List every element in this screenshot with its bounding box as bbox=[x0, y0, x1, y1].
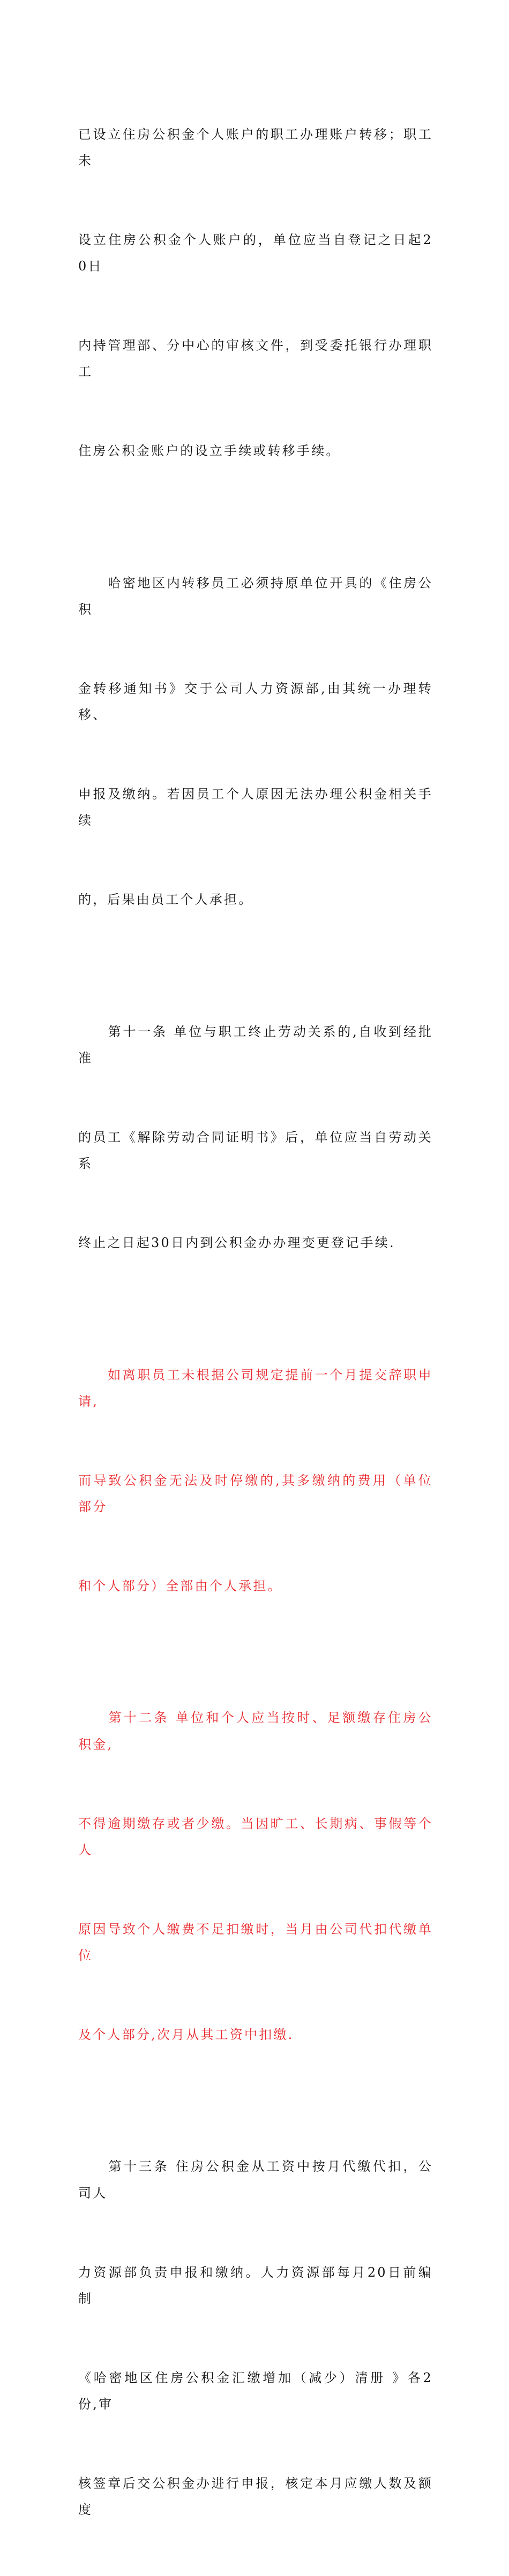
text-line: 的，后果由员工个人承担。 bbox=[78, 892, 253, 908]
text-line: 哈密地区内转移员工必须持原单位开具的《住房公积 bbox=[78, 575, 433, 617]
text-line: 力资源部负责申报和缴纳。人力资源部每月20日前编制 bbox=[78, 2264, 433, 2306]
paragraph-article-12 bbox=[78, 1652, 433, 2101]
document-body bbox=[78, 69, 433, 2576]
text-line: 原因导致个人缴费不足扣缴时，当月由公司代扣代缴单位 bbox=[78, 1921, 433, 1963]
paragraph-resignation-note bbox=[78, 1309, 433, 1652]
text-line: 第十一条 单位与职工终止劳动关系的,自收到经批准 bbox=[78, 1024, 433, 1066]
text-line: 第十二条 单位和个人应当按时、足额缴存住房公积金, bbox=[78, 1710, 433, 1752]
text-line: 设立住房公积金个人账户的，单位应当自登记之日起20日 bbox=[78, 232, 433, 274]
paragraph-account-transfer bbox=[78, 69, 433, 517]
text-line: 核签章后交公积金办进行申报，核定本月应缴人数及额度 bbox=[78, 2476, 433, 2518]
text-line: 终止之日起30日内到公积金办办理变更登记手续. bbox=[78, 1235, 395, 1251]
text-line: 金转移通知书》交于公司人力资源部,由其统一办理转移、 bbox=[78, 681, 433, 723]
text-line: 如离职员工未根据公司规定提前一个月提交辞职申请, bbox=[78, 1367, 433, 1409]
text-line: 申报及缴纳。若因员工个人原因无法办理公积金相关手续 bbox=[78, 787, 433, 828]
text-line: 不得逾期缴存或者少缴。当因旷工、长期病、事假等个人 bbox=[78, 1816, 433, 1857]
paragraph-article-11 bbox=[78, 966, 433, 1309]
paragraph-article-13 bbox=[78, 2101, 433, 2576]
text-line: 第十三条 住房公积金从工资中按月代缴代扣，公司人 bbox=[78, 2159, 433, 2201]
text-line: 内持管理部、分中心的审核文件，到受委托银行办理职工 bbox=[78, 337, 433, 380]
text-line: 已设立住房公积金个人账户的职工办理账户转移；职工未 bbox=[78, 126, 433, 168]
text-line: 和个人部分）全部由个人承担。 bbox=[78, 1578, 282, 1593]
text-line: 的员工《解除劳动合同证明书》后，单位应当自劳动关系 bbox=[78, 1129, 433, 1172]
text-line: 而导致公积金无法及时停缴的,其多缴纳的费用（单位部分 bbox=[78, 1472, 433, 1515]
text-line: 住房公积金账户的设立手续或转移手续。 bbox=[78, 443, 341, 459]
paragraph-hami-transfer bbox=[78, 517, 433, 966]
text-line: 《哈密地区住房公积金汇缴增加（减少）清册 》各2份,审 bbox=[78, 2370, 433, 2412]
text-line: 及个人部分,次月从其工资中扣缴. bbox=[78, 2027, 294, 2042]
